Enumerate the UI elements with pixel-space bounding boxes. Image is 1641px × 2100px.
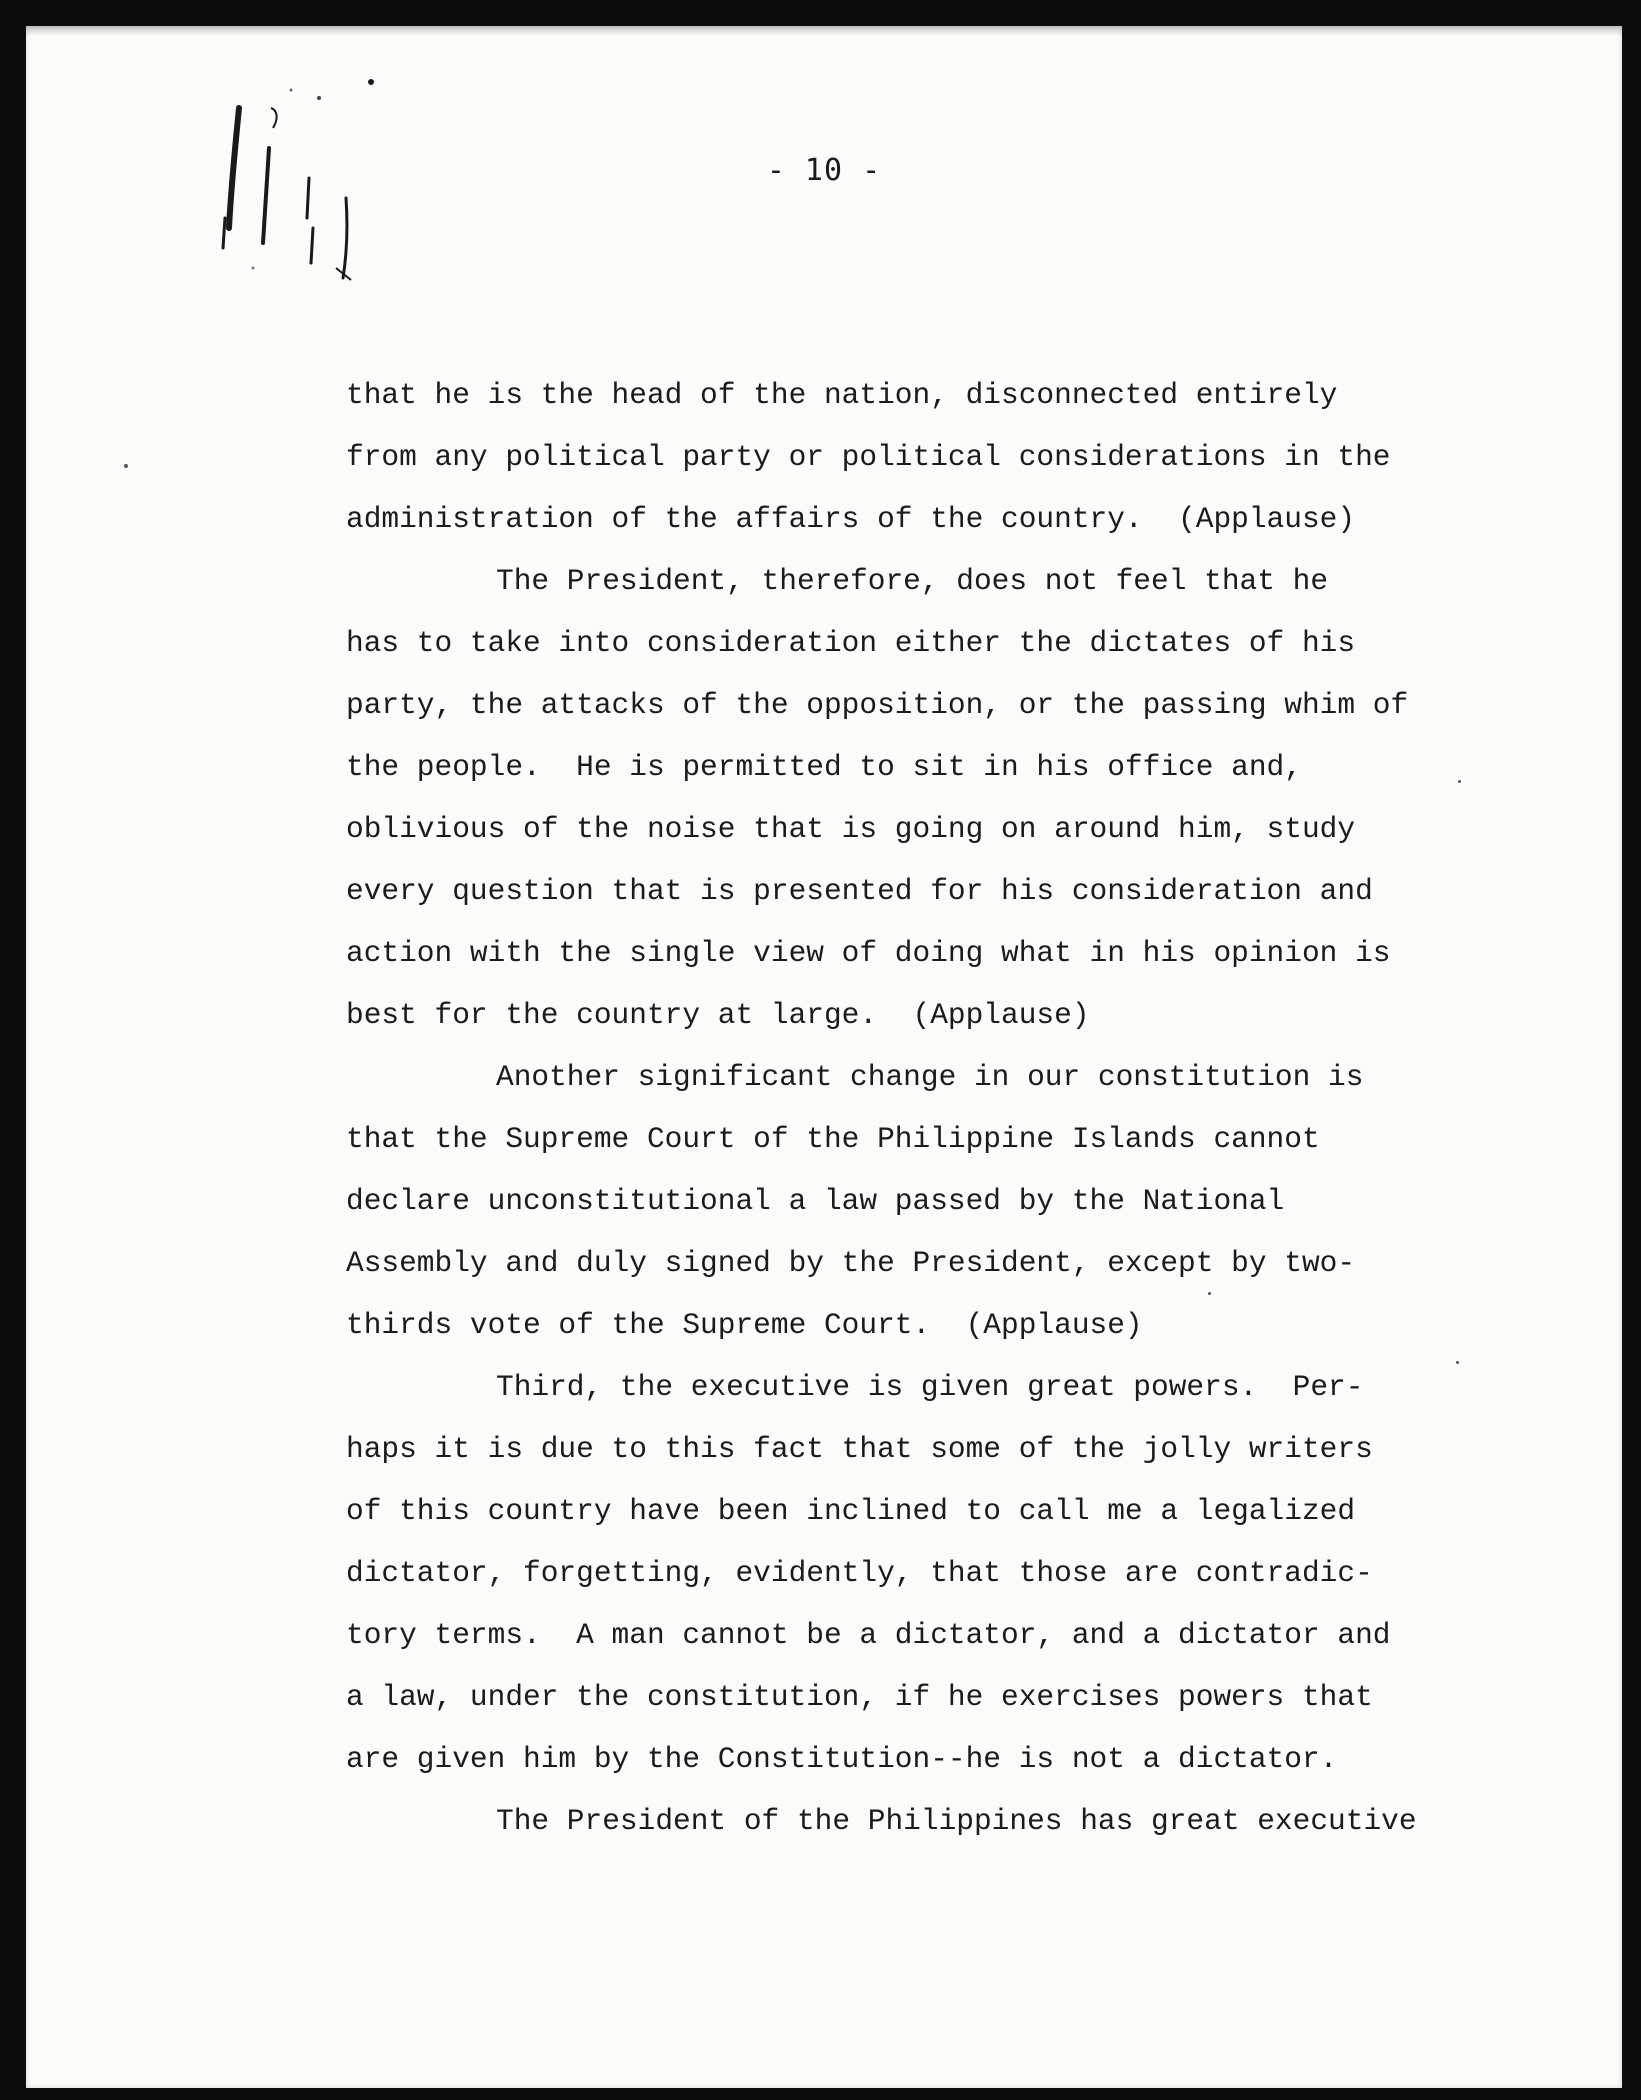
text-line: tory terms. A man cannot be a dictator, and a dictator and	[346, 1618, 1391, 1652]
text-line: are given him by the Constitution--he is not a dictator.	[346, 1742, 1338, 1776]
text-line: the people. He is permitted to sit in his office and,	[346, 750, 1302, 784]
paper-speck	[1208, 1292, 1211, 1295]
text-line: of this country have been inclined to call me a legalized	[346, 1494, 1356, 1528]
text-line: every question that is presented for his consideration and	[346, 874, 1373, 908]
text-line: Assembly and duly signed by the President, except by two-	[346, 1246, 1356, 1280]
text-line: thirds vote of the Supreme Court. (Applause)	[346, 1308, 1143, 1342]
paper-speck	[124, 464, 128, 468]
text-line: a law, under the constitution, if he exercises powers that	[346, 1680, 1373, 1714]
text-line: that the Supreme Court of the Philippine Islands cannot	[346, 1122, 1320, 1156]
text-line: action with the single view of doing what in his opinion is	[346, 936, 1391, 970]
document-page	[26, 26, 1622, 2088]
paragraph-start-line: Third, the executive is given great powers. Per-	[496, 1370, 1364, 1404]
text-line: administration of the affairs of the country. (Applause)	[346, 502, 1356, 536]
paper-speck	[1458, 780, 1461, 783]
text-line: that he is the head of the nation, disconnected entirely	[346, 378, 1338, 412]
page-top-edge	[26, 26, 1622, 36]
text-line: party, the attacks of the opposition, or the passing whim of	[346, 688, 1409, 722]
paragraph-start-line: The President, therefore, does not feel that he	[496, 564, 1329, 598]
text-line: haps it is due to this fact that some of the jolly writers	[346, 1432, 1373, 1466]
page-number: - 10 -	[766, 153, 882, 188]
text-line: oblivious of the noise that is going on around him, study	[346, 812, 1356, 846]
paper-speck	[1456, 1361, 1459, 1364]
paragraph-start-line: The President of the Philippines has great executive	[496, 1804, 1417, 1838]
paragraph-start-line: Another significant change in our constitution is	[496, 1060, 1364, 1094]
body-text	[346, 364, 1536, 1852]
text-line: from any political party or political considerations in the	[346, 440, 1391, 474]
text-line: declare unconstitutional a law passed by the National	[346, 1184, 1285, 1218]
text-line: dictator, forgetting, evidently, that those are contradic-	[346, 1556, 1373, 1590]
text-line: has to take into consideration either the dictates of his	[346, 626, 1356, 660]
text-line: best for the country at large. (Applause)	[346, 998, 1090, 1032]
